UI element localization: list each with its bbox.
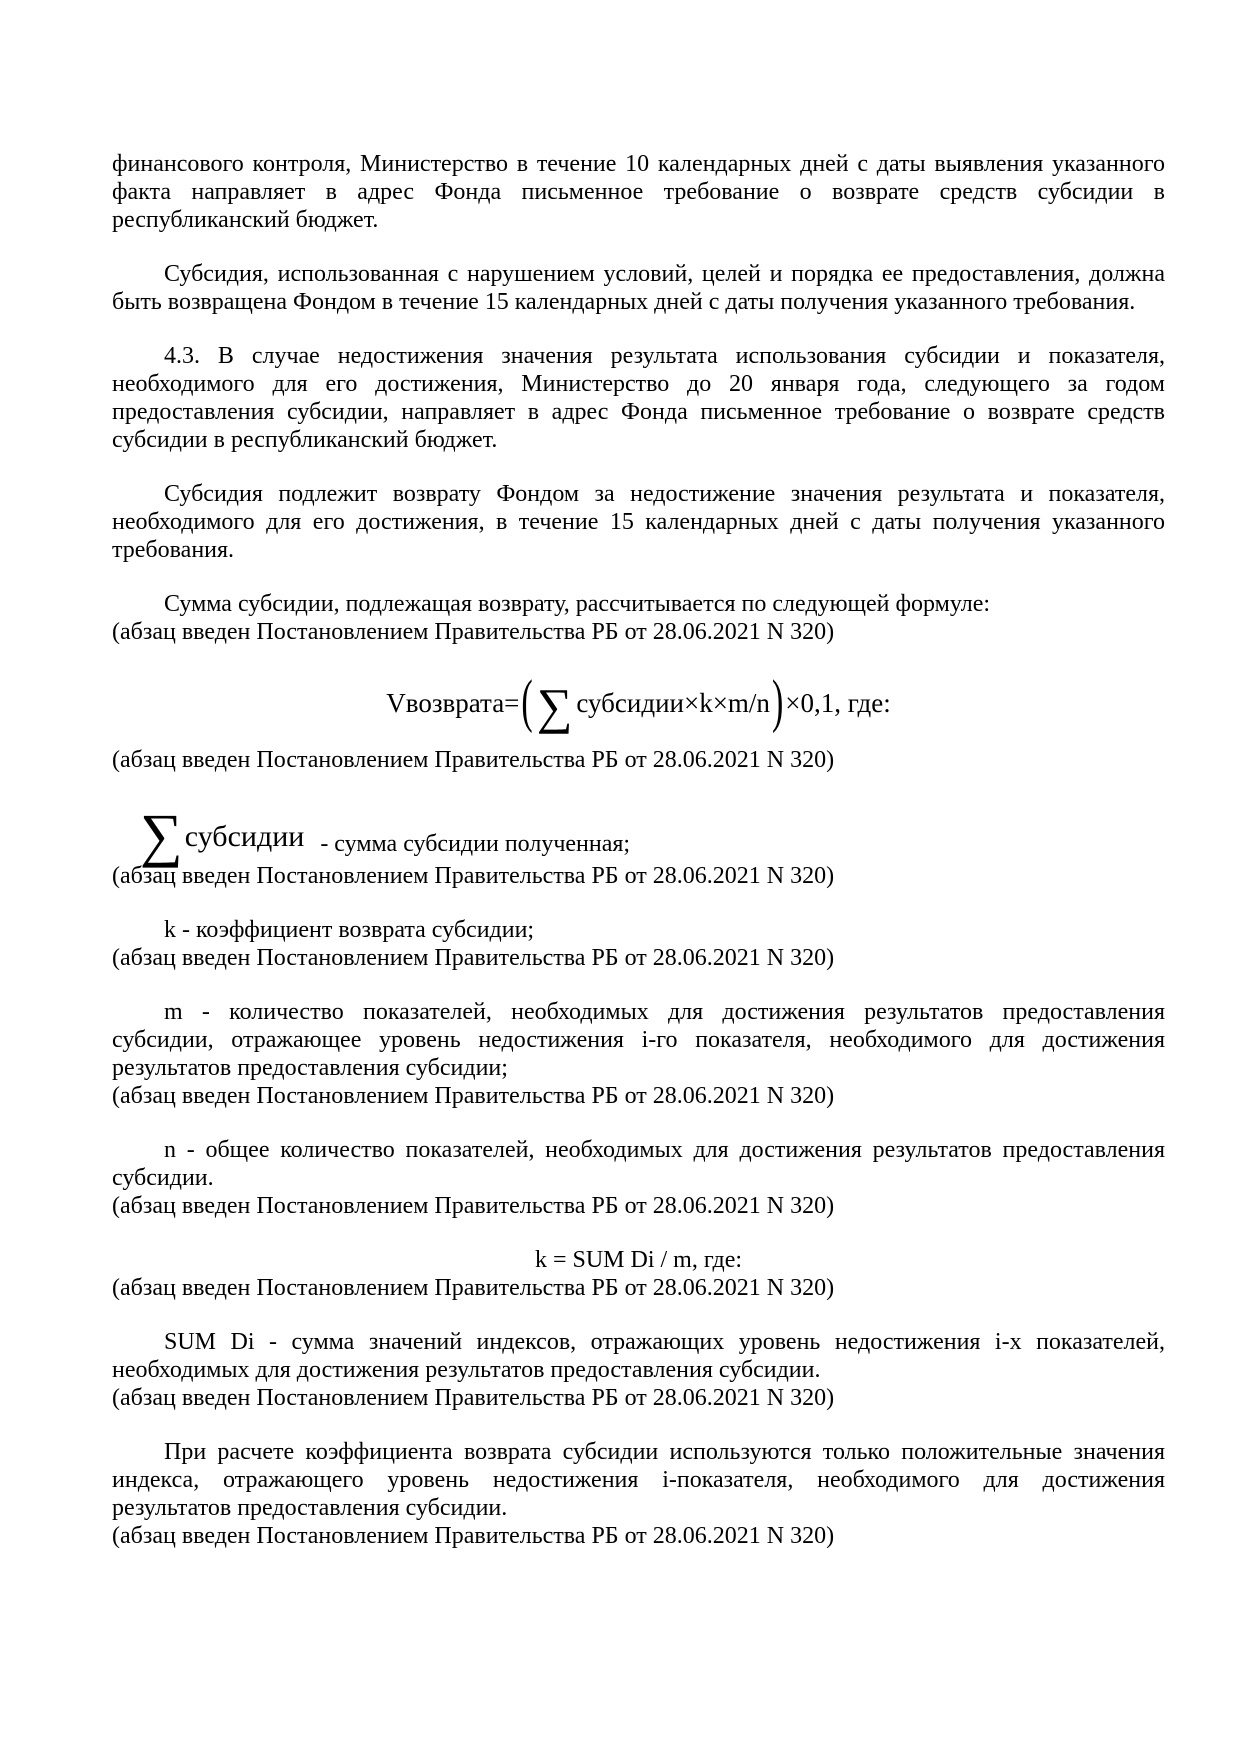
paragraph-n-definition: n - общее количество показателей, необходимых для достижения результатов предоставления субсидии.	[112, 1137, 1165, 1191]
sigma-subsidy-description: - сумма субсидии полученная;	[320, 831, 631, 857]
paragraph-clause-4-3: 4.3. В случае недостижения значения результата использования субсидии и показателя, необходимого для его достижения, Министерство до 20 января года, следующего за годом предоставления субсидии, направляет в адрес Фонда письменное требование о возврате средств субсидии в республиканский бюджет.	[112, 343, 1165, 453]
paragraph-formula-intro: Сумма субсидии, подлежащая возврату, рассчитывается по следующей формуле:	[164, 591, 991, 617]
open-paren-symbol: (	[521, 669, 533, 735]
paragraph-calculation-rule: При расчете коэффициента возврата субсидии используются только положительные значения индекса, отражающего уровень недостижения i-показателя, необходимого для достижения результатов предоставления субсидии.	[112, 1439, 1165, 1521]
note-amendment-line: (абзац введен Постановлением Правительства РБ от 28.06.2021 N 320)	[112, 1083, 835, 1109]
note-amendment-line: (абзац введен Постановлением Правительства РБ от 28.06.2021 N 320)	[112, 1193, 835, 1219]
formula-k-sum-di: k = SUM Di / m, где:	[534, 1247, 743, 1273]
formula-v-return	[112, 669, 1165, 735]
formula-v-lhs: Vвозврата=	[386, 687, 520, 718]
paragraph-m-definition: m - количество показателей, необходимых для достижения результатов предоставления субсидии, отражающее уровень недостижения i-го показателя, необходимого для достижения результатов предоставления субсидии;	[112, 999, 1165, 1081]
formula-v-rhs: ×0,1, где:	[785, 687, 891, 718]
note-amendment-line: (абзац введен Постановлением Правительства РБ от 28.06.2021 N 320)	[112, 747, 835, 773]
sum-sigma-symbol: ∑	[140, 802, 183, 868]
note-amendment-line: (абзац введен Постановлением Правительства РБ от 28.06.2021 N 320)	[112, 619, 835, 645]
paragraph-subsidy-return-deadline: Субсидия подлежит возврату Фондом за недостижение значения результата и показателя, необходимого для его достижения, в течение 15 календарных дней с даты получения указанного требования.	[112, 481, 1165, 563]
note-amendment-line: (абзац введен Постановлением Правительства РБ от 28.06.2021 N 320)	[112, 1385, 835, 1411]
sigma-subsidy-label: субсидии	[184, 820, 305, 853]
paragraph-k-definition: k - коэффициент возврата субсидии;	[164, 917, 535, 943]
paragraph-sum-di-definition: SUM Di - сумма значений индексов, отражающих уровень недостижения i-х показателей, необходимых для достижения результатов предоставления субсидии.	[112, 1329, 1165, 1383]
note-amendment-line: (абзац введен Постановлением Правительства РБ от 28.06.2021 N 320)	[112, 1275, 835, 1301]
sigma-subsidy-definition	[140, 800, 1165, 868]
note-amendment-line: (абзац введен Постановлением Правительства РБ от 28.06.2021 N 320)	[112, 863, 835, 889]
close-paren-symbol: )	[771, 669, 784, 735]
sum-sigma-symbol: ∑	[536, 678, 573, 734]
paragraph-subsidy-violation-return: Субсидия, использованная с нарушением условий, целей и порядка ее предоставления, должна быть возвращена Фондом в течение 15 календарных дней с даты получения указанного требования.	[112, 261, 1165, 315]
note-amendment-line: (абзац введен Постановлением Правительства РБ от 28.06.2021 N 320)	[112, 945, 835, 971]
formula-v-inner: субсидии×k×m/n	[576, 687, 770, 718]
paragraph-financial-control: финансового контроля, Министерство в течение 10 календарных дней с даты выявления указанного факта направляет в адрес Фонда письменное требование о возврате средств субсидии в республиканский бюджет.	[112, 151, 1165, 233]
note-amendment-line: (абзац введен Постановлением Правительства РБ от 28.06.2021 N 320)	[112, 1523, 835, 1549]
